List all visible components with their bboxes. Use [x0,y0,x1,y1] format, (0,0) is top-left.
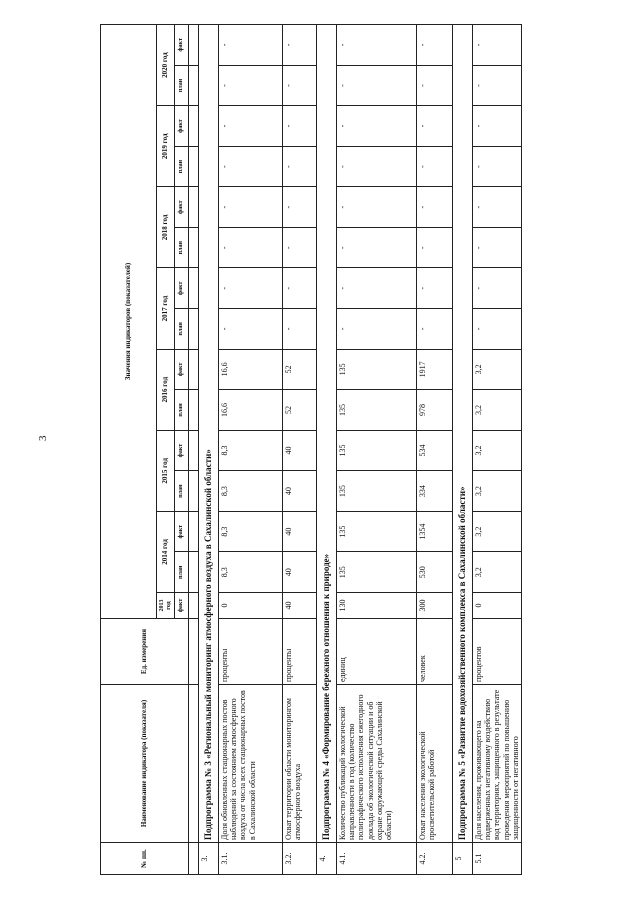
value-cell: - [219,106,283,147]
value-cell: 3,2 [473,511,522,552]
value-cell: - [473,227,522,268]
value-cell: - [417,106,453,147]
value-cell: - [283,309,317,350]
value-cell: 40 [283,511,317,552]
value-cell: 135 [337,390,417,431]
value-cell: - [473,268,522,309]
plan-header: план [175,552,189,593]
col-num-header: № пп. [101,843,189,875]
value-cell: 135 [337,349,417,390]
value-cell: - [473,65,522,106]
value-cell: - [337,309,417,350]
value-cell: 0 [473,593,522,619]
value-cell: 135 [337,471,417,512]
value-cell: - [417,309,453,350]
plan-header: план [175,309,189,350]
value-cell: - [417,227,453,268]
value-cell: - [337,268,417,309]
year-header-2020: 2020 год [157,25,175,106]
year-header-2014: 2014 год [157,511,175,592]
unit-cell: единиц [337,619,417,685]
fact-header: факт [175,593,189,619]
value-cell: - [219,25,283,66]
table-row [337,25,417,875]
table-row [417,25,453,875]
value-cell: 300 [417,593,453,619]
value-cell: 8,3 [219,511,283,552]
value-cell: 8,3 [219,552,283,593]
value-cell: - [337,106,417,147]
blank-spacer-row [189,25,199,875]
value-cell: 52 [283,349,317,390]
value-cell: 1917 [417,349,453,390]
value-cell: 3,2 [473,430,522,471]
year-header-2013: 2013 год [157,593,175,619]
table-row [283,25,317,875]
value-cell: - [283,106,317,147]
section-title: Подпрограмма № 5 «Развитие водохозяйственного комплекса в Сахалинской области» [453,25,473,843]
unit-cell: человек [417,619,453,685]
value-cell: - [283,227,317,268]
value-cell: 1354 [417,511,453,552]
value-cell: 135 [337,511,417,552]
value-cell: 135 [337,430,417,471]
values-header: Значения индикаторов (показателей) [101,25,157,619]
plan-header: план [175,390,189,431]
plan-header: план [175,471,189,512]
row-number: 4. [317,843,337,875]
fact-header: факт [175,511,189,552]
value-cell: - [417,65,453,106]
value-cell: - [417,25,453,66]
unit-cell: проценты [283,619,317,685]
value-cell: - [283,187,317,228]
row-number: 3.1. [219,843,283,875]
value-cell: - [283,146,317,187]
value-cell: 3,2 [473,471,522,512]
plan-header: план [175,227,189,268]
year-header-2017: 2017 год [157,268,175,349]
year-header-2019: 2019 год [157,106,175,187]
year-header-2018: 2018 год [157,187,175,268]
value-cell: 8,3 [219,471,283,512]
value-cell: 40 [283,593,317,619]
plan-header: план [175,65,189,106]
indicator-name: Доля обновленных стационарных постов наблюдений за состоянием атмосферного воздуха от числа всех стационарных постов в Сахалинской области [219,685,283,843]
value-cell: - [219,227,283,268]
table-row [473,25,522,875]
fact-header: факт [175,106,189,147]
value-cell: 3,2 [473,349,522,390]
value-cell: - [473,187,522,228]
value-cell: 530 [417,552,453,593]
value-cell: 334 [417,471,453,512]
rotated-table-container [100,25,520,875]
fact-header: факт [175,349,189,390]
row-number: 4.2. [417,843,453,875]
value-cell: - [219,65,283,106]
value-cell: 3,2 [473,390,522,431]
fact-header: факт [175,268,189,309]
year-header-2015: 2015 год [157,430,175,511]
col-name-header: Наименование индикатора (показателя) [101,685,189,843]
fact-header: факт [175,187,189,228]
section-title: Подпрограмма № 3 «Региональный мониторинг атмосферного воздуха в Сахалинской области» [199,25,219,843]
value-cell: - [283,268,317,309]
indicator-name: Охват территории области мониторингом атмосферного воздуха [283,685,317,843]
value-cell: - [473,25,522,66]
value-cell: 135 [337,552,417,593]
value-cell: - [473,146,522,187]
unit-cell: процентов [473,619,522,685]
col-unit-header: Ед. измерения [101,619,189,685]
value-cell: 52 [283,390,317,431]
year-header-2016: 2016 год [157,349,175,430]
value-cell: - [337,146,417,187]
value-cell: 40 [283,430,317,471]
value-cell: - [417,268,453,309]
value-cell: - [337,25,417,66]
value-cell: 130 [337,593,417,619]
row-number: 5 [453,843,473,875]
value-cell: - [283,25,317,66]
value-cell: - [417,187,453,228]
value-cell: - [473,106,522,147]
indicator-name: Количество публикаций экологической направленности в год (количество полиграфического исполнения ежегодного доклада об экологической ситуации и об охране окружающей среды Сахалинской области) [337,685,417,843]
value-cell: 40 [283,552,317,593]
value-cell: 16,6 [219,390,283,431]
section-row-3 [199,25,219,875]
row-number: 3. [199,843,219,875]
row-number: 5.1 [473,843,522,875]
section-row-4 [317,25,337,875]
plan-header: план [175,146,189,187]
value-cell: - [219,268,283,309]
value-cell: - [283,65,317,106]
value-cell: - [337,65,417,106]
unit-cell: проценты [219,619,283,685]
value-cell: - [219,187,283,228]
table-body [199,25,522,875]
value-cell: 40 [283,471,317,512]
row-number: 4.1. [337,843,417,875]
section-title: Подпрограмма № 4 «Формирование бережного отношения к природе» [317,25,337,843]
value-cell: 978 [417,390,453,431]
section-row-5 [453,25,473,875]
value-cell: 3,2 [473,552,522,593]
indicator-name: Охват населения экологической просветительской работой [417,685,453,843]
page-number: 3 [37,435,49,441]
value-cell: 534 [417,430,453,471]
indicator-name: Доля населения, проживающего на подверженных негативному воздействию вод территориях, защищенного в результате проведения мероприятий по повышению защищенности от негативного [473,685,522,843]
value-cell: - [219,309,283,350]
value-cell: 0 [219,593,283,619]
row-number: 3.2. [283,843,317,875]
value-cell: - [473,309,522,350]
fact-header: факт [175,430,189,471]
value-cell: - [417,146,453,187]
value-cell: - [337,227,417,268]
value-cell: - [219,146,283,187]
value-cell: - [337,187,417,228]
value-cell: 8,3 [219,430,283,471]
fact-header: факт [175,25,189,66]
indicators-table [100,24,522,875]
table-row [219,25,283,875]
value-cell: 16,6 [219,349,283,390]
